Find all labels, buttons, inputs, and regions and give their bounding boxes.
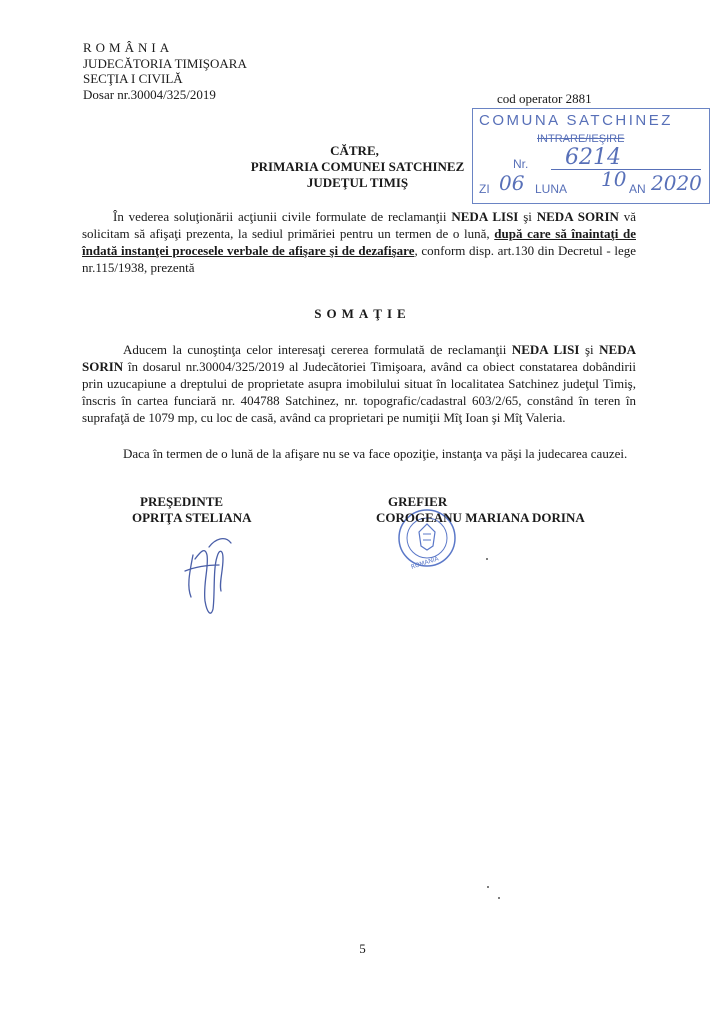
intro-text-1: În vederea soluţionării acţiunii civile formulate de reclamanţii [113, 209, 452, 224]
scan-speck [498, 897, 500, 899]
scan-speck [487, 886, 489, 888]
body-conj: şi [579, 342, 600, 357]
stamp-year-label: AN [629, 182, 646, 196]
header-country: ROMÂNIA [83, 40, 174, 55]
handwritten-signature-icon [175, 525, 245, 620]
document-title: SOMAŢIE [314, 306, 411, 321]
stamp-month-value: 10 [601, 167, 627, 191]
stamp-nr-label: Nr. [513, 157, 529, 171]
stamp-year-value: 2020 [651, 171, 702, 195]
stamp-io-label: INTRARE/IEŞIRE [537, 133, 625, 145]
intro-paragraph [82, 208, 636, 276]
header-case-number: Dosar nr.30004/325/2019 [83, 87, 216, 102]
seal-text: ROMANIA [410, 555, 440, 571]
closing-paragraph: Daca în termen de o lună de la afişare nu se va face opoziţie, instanţa va păşi la judecarea cauzei. [123, 446, 628, 461]
clerk-title: GREFIER [388, 494, 448, 509]
president-name: OPRIŢA STELIANA [132, 510, 252, 525]
body-claimant-1: NEDA LISI [511, 342, 580, 357]
recipient-line-1: CĂTRE, [330, 143, 379, 158]
claimant-name-1: NEDA LISI [451, 209, 519, 224]
body-paragraph [82, 341, 636, 426]
body-text-2: în dosarul nr.30004/325/2019 al Judecătoriei Timişoara, având ca obiect constatarea dobândirii prin uzucapiune a dreptului de proprietate asupra imobilului situat în localitatea Satchinez judeţul Timiş, înscris în cartea funciară nr. 404788 Satchinez, nr. topografic/cadastral 603/2/65, constând în teren în suprafaţă de 1079 mp, cu loc de casă, având ca proprietari pe numiţii Mîţ Ioan şi Mîţ Valeria. [82, 359, 636, 425]
header-court: JUDECĂTORIA TIMIŞOARA [83, 56, 247, 71]
intro-text-3: , conform disp. art.130 din Decretul - lege nr.115/1938, prezentă [82, 243, 637, 275]
header-section: SECŢIA I CIVILĂ [83, 71, 183, 86]
intro-text-2: vă solicitam să afişaţi prezenta, la sediul primăriei pentru un termen de o lună, [82, 209, 637, 241]
recipient-line-2: PRIMARIA COMUNEI SATCHINEZ [250, 159, 465, 174]
stamp-month-label: LUNA [535, 182, 568, 196]
stamp-day-value: 06 [499, 171, 525, 195]
page-number: 5 [359, 941, 366, 956]
president-title: PREŞEDINTE [140, 494, 224, 509]
body-text-1: Aducem la cunoştinţa celor interesaţi cererea formulată de reclamanţii [123, 342, 512, 357]
claimant-name-2: NEDA SORIN [536, 209, 619, 224]
clerk-name: COROGEANU MARIANA DORINA [376, 510, 585, 525]
stamp-title: COMUNA SATCHINEZ [479, 112, 673, 129]
stamp-day-label: ZI [479, 182, 490, 196]
intro-conj: şi [518, 209, 537, 224]
scan-speck [486, 558, 488, 560]
body-claimant-2: NEDA SORIN [82, 342, 637, 374]
intro-underlined-request: după care să înaintaţi de îndată instanţei procesele verbale de afişare şi de dezafişare [82, 226, 636, 258]
recipient-line-3: JUDEŢUL TIMIŞ [306, 175, 409, 190]
stamp-nr-value: 6214 [565, 145, 621, 170]
operator-code: cod operator 2881 [497, 91, 592, 106]
